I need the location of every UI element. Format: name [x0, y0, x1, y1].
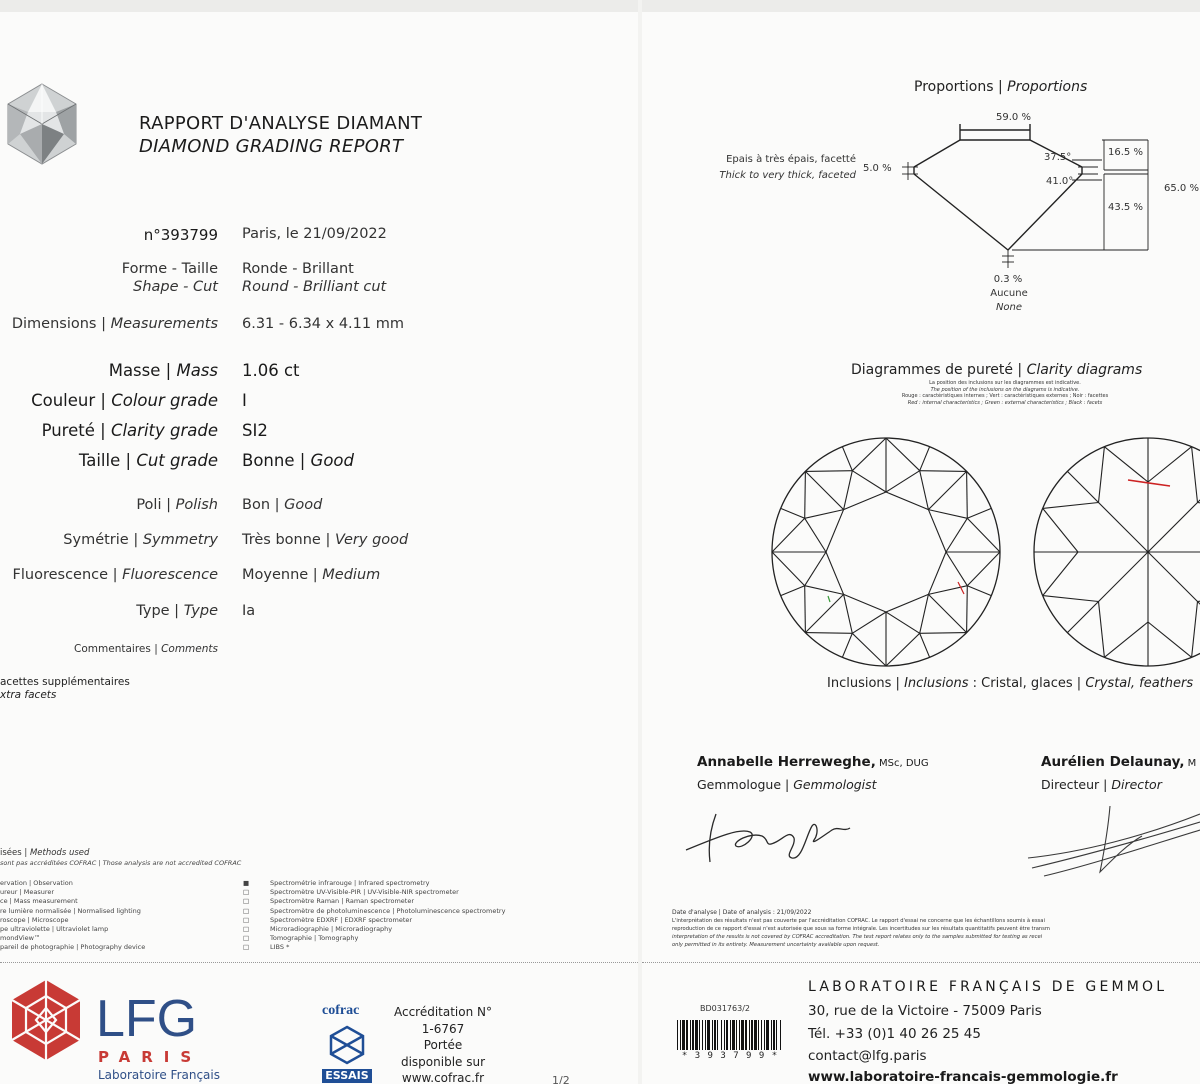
footer-divider [0, 962, 638, 963]
barcode-bar [732, 1020, 735, 1050]
barcode-digits: * 3 9 3 7 9 9 * [681, 1051, 779, 1061]
barcode-bar [745, 1020, 747, 1050]
colour-value: I [242, 391, 247, 410]
clarity-label-en: Clarity grade [110, 421, 218, 440]
comments-label-en: Comments [161, 643, 218, 655]
barcode-bar [730, 1020, 731, 1050]
lab-website[interactable]: www.laboratoire-francais-gemmologie.fr [808, 1069, 1118, 1084]
barcode-bar [712, 1020, 713, 1050]
cut-value [242, 451, 354, 470]
barcode-bar [702, 1020, 703, 1050]
proportions-diagram [642, 0, 1200, 330]
cut-value-fr: Bonne | [242, 451, 311, 470]
methods-list-left [0, 879, 145, 953]
barcode-bar [761, 1020, 762, 1050]
barcode-bar [680, 1020, 681, 1050]
culet-label-en: None [995, 302, 1023, 313]
polish-label [136, 497, 218, 513]
disclaimer-line: L'interprétation des résultats n'est pas couverte par l'accréditation COFRAC. Le rapport d'essai ne concerne que les échantillons soumis à essai [672, 918, 1045, 924]
cofrac-essais-badge: ESSAIS [322, 1069, 372, 1083]
fluorescence-value-en: Medium [322, 567, 381, 583]
fluorescence-value [242, 567, 380, 583]
footer-divider [642, 962, 1200, 963]
total-depth: 65.0 % [1164, 183, 1199, 194]
table-percentage: 59.0 % [996, 112, 1031, 123]
polish-label-en: Polish [175, 497, 218, 513]
clarity-diagram-crown [766, 432, 1006, 672]
methods-title-en: Methods used [29, 848, 90, 858]
signatory-2-degree: M [1184, 758, 1197, 769]
symmetry-value-en: Very good [334, 532, 409, 548]
inclusions-line [827, 676, 1193, 691]
lab-name: LABORATOIRE FRANÇAIS DE GEMMOL [808, 979, 1168, 995]
mass-label-en: Mass [176, 361, 218, 380]
barcode-bar [758, 1020, 759, 1050]
disclaimer-line: interpretation of the results is not covered by COFRAC accreditation. The test report relates only to the samples submitted for testing as recei [672, 934, 1043, 940]
girdle-label-en: Thick to very thick, faceted [719, 170, 856, 181]
barcode-bar [695, 1020, 698, 1050]
barcode-bar [773, 1020, 775, 1050]
method-item: pe ultraviolette | Ultraviolet lamp [0, 925, 109, 934]
proportions-title-fr: Proportions | [914, 79, 1008, 95]
inclusions-value-fr: : Cristal, glaces | [968, 676, 1086, 691]
signatory-1-role-en: Gemmologist [793, 777, 877, 792]
method-item: ervation | Observation [0, 879, 73, 887]
clarity-notes [849, 380, 1161, 406]
mass-value: 1.06 ct [242, 361, 300, 380]
method-item: LIBS * [270, 943, 290, 952]
cut-label [79, 451, 218, 470]
method-item: re lumière normalisée | Normalised lighting [0, 906, 141, 915]
inclusions-label-fr: Inclusions | [827, 676, 905, 691]
colour-label-fr: Couleur | [31, 391, 112, 410]
method-item: pareil de photographie | Photography device [0, 943, 146, 952]
barcode-bar [749, 1020, 750, 1050]
girdle-percentage: 5.0 % [863, 163, 892, 174]
colour-label [31, 391, 218, 410]
clarity-note: The position of the inclusions on the diagrams is indicative. [930, 386, 1080, 393]
accreditation-block [384, 1004, 502, 1084]
signatory-2-name [1041, 754, 1196, 770]
inclusions-value-en: Crystal, feathers [1085, 676, 1194, 691]
lab-address: 30, rue de la Victoire - 75009 Paris [808, 1003, 1042, 1019]
accreditation-line: Accréditation N° [393, 1005, 493, 1019]
signatory-1-name [697, 754, 929, 770]
method-item: roscope | Microscope [0, 915, 69, 924]
culet-percentage: 0.3 % [993, 274, 1023, 285]
disclaimer-line: only permitted in its entirety. Measurement uncertainty available upon request. [672, 942, 880, 948]
cut-value-en: Good [310, 451, 354, 470]
proportions-title-en: Proportions [1007, 79, 1088, 95]
measurements-label-fr: Dimensions | [11, 316, 111, 332]
barcode-bar [682, 1020, 685, 1050]
methods-checkboxes [243, 879, 249, 953]
barcode-bar [726, 1020, 728, 1050]
barcode-image [675, 1020, 785, 1050]
signatory-2-role [1041, 777, 1162, 792]
symmetry-value-fr: Très bonne | [242, 532, 335, 548]
external-mark-crown [828, 596, 830, 602]
method-checkbox: □ [243, 906, 250, 915]
clarity-note: La position des inclusions sur les diagrammes est indicative. [929, 380, 1081, 386]
accreditation-link[interactable]: www.cofrac.fr [401, 1071, 485, 1084]
culet-label-fr: Aucune [990, 288, 1028, 299]
polish-value [242, 497, 322, 513]
inclusions-label-en: Inclusions [904, 676, 969, 691]
disclaimer-line: reproduction de ce rapport d'essai n'est autorisée que sous sa forme intégrale. Les incertitudes sur les résultats quantitatifs peuvent être transm [672, 926, 1050, 932]
symmetry-value [242, 532, 408, 548]
barcode-bar [692, 1020, 694, 1050]
barcode-bar [690, 1020, 691, 1050]
mass-label-fr: Masse | [108, 361, 177, 380]
signatory-1-role-fr: Gemmologue | [697, 777, 794, 792]
clarity-note: Rouge : caractéristiques internes ; Vert : caractéristiques externes ; Noir : facettes [901, 393, 1109, 399]
comments-label [74, 643, 218, 655]
disclaimer [672, 917, 1050, 949]
polish-value-en: Good [284, 497, 323, 513]
methods-title-fr: isées | [0, 848, 30, 858]
barcode-bar [736, 1020, 737, 1050]
cut-label-en: Cut grade [136, 451, 218, 470]
shape-label-en: Shape - Cut [133, 279, 218, 295]
barcode-bar [717, 1020, 718, 1050]
colour-label-en: Colour grade [111, 391, 218, 410]
barcode-bar [686, 1020, 688, 1050]
symmetry-label-fr: Symétrie | [63, 532, 143, 548]
signatory-2-name-text: Aurélien Delaunay, [1041, 754, 1185, 770]
barcode-bar [754, 1020, 757, 1050]
methods-list-right [270, 879, 505, 953]
scan-top-strip [0, 0, 638, 12]
method-item: Spectromètre Raman | Raman spectrometer [270, 897, 415, 906]
report-number: n°393799 [143, 226, 218, 244]
polish-value-fr: Bon | [242, 497, 285, 513]
lab-email[interactable]: contact@lfg.paris [808, 1048, 927, 1064]
comments-label-fr: Commentaires | [74, 643, 162, 655]
comment-en: xtra facets [0, 689, 57, 701]
method-item: Spectromètre de photoluminescence | Photoluminescence spectrometry [270, 906, 506, 915]
fluorescence-label-fr: Fluorescence | [12, 567, 123, 583]
signatory-1-role [697, 777, 877, 792]
accreditation-line: 1-6767 [421, 1021, 465, 1036]
measurements-label-en: Measurements [110, 316, 218, 332]
method-item: Spectromètre UV-Visible-PIR | UV-Visible-NIR spectrometer [270, 888, 459, 897]
lfg-logo-city: PARIS [98, 1048, 203, 1066]
barcode-bar [724, 1020, 725, 1050]
clarity-diagram-pavilion [1028, 432, 1200, 672]
crown-angle: 37.5° [1044, 152, 1072, 163]
barcode-bar [780, 1020, 781, 1050]
methods-note: sont pas accréditées COFRAC | Those analysis are not accredited COFRAC [0, 859, 242, 867]
lfg-logo-sub: Laboratoire Français [98, 1068, 220, 1082]
pavilion-depth: 43.5 % [1108, 202, 1143, 213]
symmetry-label-en: Symmetry [142, 532, 218, 548]
page-number: 1/2 [552, 1074, 570, 1084]
girdle-label-fr: Epais à très épais, facetté [726, 154, 856, 165]
barcode-bar [771, 1020, 772, 1050]
fluorescence-label-en: Fluorescence [122, 567, 218, 583]
shape-value-en: Round - Brilliant cut [242, 279, 387, 295]
barcode-bar [714, 1020, 716, 1050]
method-checkbox: □ [243, 888, 250, 897]
barcode-bar [721, 1020, 722, 1050]
type-label-en: Type [183, 603, 218, 619]
barcode-bar [677, 1020, 678, 1050]
shape-label-fr: Forme - Taille [121, 261, 218, 277]
barcode-bar [766, 1020, 769, 1050]
report-page-right [642, 0, 1200, 1084]
title-fr: RAPPORT D'ANALYSE DIAMANT [139, 113, 423, 134]
methods-title [0, 848, 89, 858]
accreditation-line: Portée [423, 1038, 463, 1052]
signature-1 [680, 806, 860, 872]
method-checkbox: □ [243, 897, 250, 906]
barcode-bar [751, 1020, 753, 1050]
clarity-value: SI2 [242, 421, 268, 440]
title-en: DIAMOND GRADING REPORT [139, 136, 404, 157]
method-item: mondView™ [0, 934, 41, 943]
comment-fr: acettes supplémentaires [0, 676, 130, 688]
barcode-bar [741, 1020, 744, 1050]
lfg-logo-text: LFG [96, 990, 198, 1048]
symmetry-label [63, 532, 218, 548]
report-date: Paris, le 21/09/2022 [242, 226, 387, 242]
method-item: ce | Mass measurement [0, 897, 78, 906]
method-item: Microradiographie | Microradiography [270, 925, 393, 934]
fluorescence-label [13, 567, 218, 583]
measurements-value: 6.31 - 6.34 x 4.11 mm [242, 316, 404, 332]
method-item: Spectromètre EDXRF | EDXRF spectrometer [270, 915, 413, 924]
signatory-2-role-fr: Directeur | [1041, 777, 1112, 792]
method-checkbox: □ [243, 934, 250, 943]
measurements-label [12, 316, 218, 332]
cofrac-logo-text: cofrac [322, 1003, 360, 1018]
clarity-label-fr: Pureté | [41, 421, 111, 440]
clarity-diagrams-title-fr: Diagrammes de pureté | [851, 362, 1027, 378]
method-item: Tomographie | Tomography [270, 934, 359, 943]
cofrac-emblem-icon [324, 1024, 370, 1068]
method-item: Spectrométrie infrarouge | Infrared spectrometry [270, 879, 430, 887]
method-checkbox: □ [243, 943, 250, 952]
cut-label-fr: Taille | [78, 451, 137, 470]
barcode-bar [776, 1020, 777, 1050]
mass-label [109, 361, 218, 380]
analysis-date: Date d'analyse | Date of analysis : 21/09/2022 [672, 909, 812, 916]
clarity-label [42, 421, 218, 440]
type-label [136, 603, 218, 619]
accreditation-line: disponible sur [400, 1054, 486, 1069]
barcode-bar [739, 1020, 740, 1050]
method-checkbox: □ [243, 925, 250, 934]
pavilion-angle: 41.0° [1046, 176, 1074, 187]
barcode-bar [699, 1020, 700, 1050]
barcode-id: BD031763/2 [700, 1004, 750, 1013]
barcode-bar [764, 1020, 765, 1050]
diamond-photo [6, 82, 78, 166]
shape-value-fr: Ronde - Brillant [242, 261, 354, 277]
fluorescence-value-fr: Moyenne | [242, 567, 323, 583]
signature-2 [1024, 800, 1200, 884]
lab-phone: Tél. +33 (0)1 40 26 25 45 [808, 1026, 981, 1042]
method-checkbox: ■ [243, 879, 250, 887]
type-label-fr: Type | [136, 603, 184, 619]
method-checkbox: □ [243, 915, 250, 924]
type-value: Ia [242, 603, 256, 619]
barcode-bar [707, 1020, 710, 1050]
clarity-diagrams-title [851, 362, 1142, 378]
crown-height: 16.5 % [1108, 147, 1143, 158]
clarity-diagrams-title-en: Clarity diagrams [1026, 362, 1143, 378]
signatory-1-degree: MSc, DUG [875, 758, 929, 769]
lfg-logo-icon [6, 976, 86, 1072]
signatory-1-name-text: Annabelle Herreweghe, [697, 754, 876, 770]
barcode-bar [705, 1020, 706, 1050]
polish-label-fr: Poli | [136, 497, 176, 513]
clarity-note: Red : internal characteristics ; Green : external characteristics ; Black : facets [907, 399, 1103, 406]
signatory-2-role-en: Director [1111, 777, 1162, 792]
method-item: ureur | Measurer [0, 888, 55, 897]
